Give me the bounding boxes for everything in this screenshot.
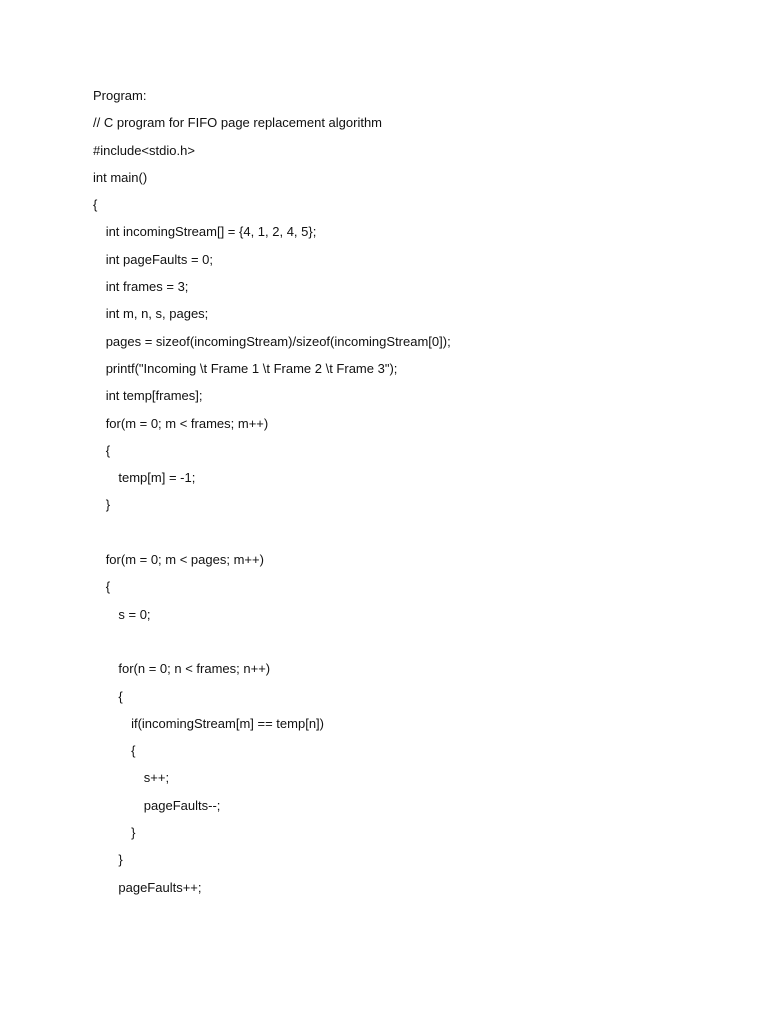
- code-line: int pageFaults = 0;: [105, 251, 214, 267]
- code-line: int m, n, s, pages;: [105, 306, 209, 322]
- code-line: {: [131, 743, 136, 759]
- code-line: if(incomingStream[m] == temp[n]): [131, 715, 324, 731]
- code-line: s = 0;: [118, 606, 151, 622]
- code-line: int main(): [93, 169, 148, 185]
- code-line: s++;: [143, 770, 170, 786]
- code-line: int incomingStream[] = {4, 1, 2, 4, 5};: [105, 224, 317, 240]
- document-body: [93, 86, 733, 905]
- code-line: for(m = 0; m < pages; m++): [105, 552, 264, 568]
- code-line: }: [131, 825, 136, 841]
- code-line: for(n = 0; n < frames; n++): [118, 661, 271, 677]
- code-line: {: [118, 688, 123, 704]
- code-line: temp[m] = -1;: [118, 470, 196, 486]
- code-line: // C program for FIFO page replacement algorithm: [93, 115, 383, 131]
- code-line: int frames = 3;: [105, 279, 189, 295]
- code-line: for(m = 0; m < frames; m++): [105, 415, 269, 431]
- code-line: pageFaults--;: [143, 797, 221, 813]
- code-line: {: [105, 442, 111, 458]
- code-line: #include<stdio.h>: [93, 142, 195, 158]
- code-line: printf("Incoming \t Frame 1 \t Frame 2 \t Frame 3");: [105, 360, 398, 376]
- code-line: }: [118, 852, 123, 868]
- code-line: pageFaults++;: [118, 879, 202, 895]
- blank-line: [93, 523, 733, 550]
- code-line: {: [105, 579, 111, 595]
- code-line: }: [105, 497, 111, 513]
- code-line: int temp[frames];: [105, 388, 203, 404]
- code-line: {: [93, 197, 98, 213]
- blank-line: [93, 632, 733, 659]
- code-line: Program:: [93, 88, 147, 103]
- code-line: pages = sizeof(incomingStream)/sizeof(incomingStream[0]);: [105, 333, 451, 349]
